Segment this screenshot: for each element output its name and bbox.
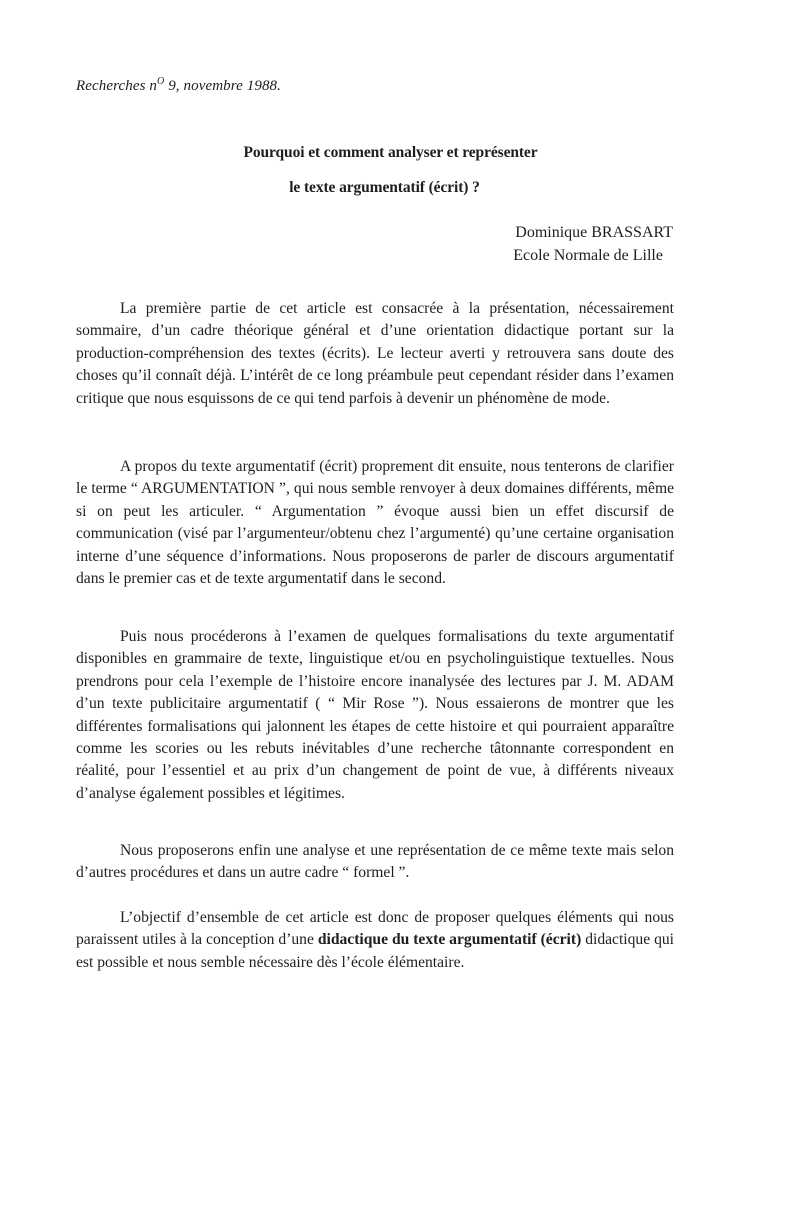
journal-prefix: Recherches n: [76, 78, 158, 94]
number-superscript: O: [157, 76, 165, 87]
paragraph-5-emphasis: didactique du texte argumentatif (écrit): [317, 931, 582, 949]
paragraph-5: [76, 907, 674, 974]
title-line-1: Pourquoi et comment analyser et représenter: [243, 144, 538, 161]
paragraph-1-text: La première partie de cet article est consacrée à la présentation, nécessairement sommaire, d’un cadre théorique général et d’une orientation didactique portant sur la production-compréhension des textes (écrits). Le lecteur averti y retrouvera sans doute des choses qu’il connaît déjà. L’intérêt de ce long préambule peut cependant résider dans l’examen critique que nous esquissons de ce qui tend parfois à devenir un phénomène de mode.: [76, 300, 674, 407]
running-header: [76, 78, 281, 95]
paragraph-4-text: Nous proposerons enfin une analyse et une représentation de ce même texte mais selon d’autres procédures et dans un autre cadre “ formel ”.: [76, 842, 674, 882]
author-block: [513, 221, 673, 267]
paragraph-3: [76, 626, 674, 805]
paragraph-2-text: A propos du texte argumentatif (écrit) proprement dit ensuite, nous tenterons de clarifier le terme “ ARGUMENTATION ”, qui nous semble renvoyer à deux domaines différents, même si on peut les articuler. “ Argumentation ” évoque aussi bien un effet discursif de communication (visé par l’argumenteur/obtenu chez l’argumenté) qu’une certaine organisation interne d’une séquence d’informations. Nous proposerons de parler de discours argumentatif dans le premier cas et de texte argumentatif dans le second.: [76, 458, 674, 588]
author-name: Dominique BRASSART: [515, 224, 673, 241]
paragraph-1: [76, 298, 674, 410]
paragraph-5-text: [76, 907, 674, 974]
paragraph-5-end: didactique qui est possible et nous semble nécessaire dès l’école élémentaire.: [76, 931, 675, 971]
author-affiliation: Ecole Normale de Lille: [513, 247, 663, 264]
paragraph-5-start: L’objectif d’ensemble de cet article est donc de proposer quelques éléments qui nous paraissent utiles à la conception d’une: [76, 909, 674, 949]
journal-suffix: 9, novembre 1988.: [164, 78, 281, 94]
paragraph-3-text: Puis nous procéderons à l’examen de quelques formalisations du texte argumentatif disponibles en grammaire de texte, linguistique et/ou en psycholinguistique textuelles. Nous prendrons pour cela l’exemple de l’histoire encore inanalysée des lectures par J. M. ADAM d’un texte publicitaire argumentatif ( “ Mir Rose ”). Nous essaierons de montrer que les différentes formalisations qui jalonnent les étapes de cette histoire et qui pourraient apparaître comme les scories ou les rebuts inévitables d’une recherche tâtonnante correspondent en réalité, pour l’essentiel et au prix d’un changement de point de vue, à différents niveaux d’analyse également possibles et légitimes.: [76, 628, 674, 802]
title-line-2: le texte argumentatif (écrit) ?: [289, 179, 480, 196]
paragraph-4: [76, 840, 674, 885]
paragraph-2: [76, 456, 674, 590]
